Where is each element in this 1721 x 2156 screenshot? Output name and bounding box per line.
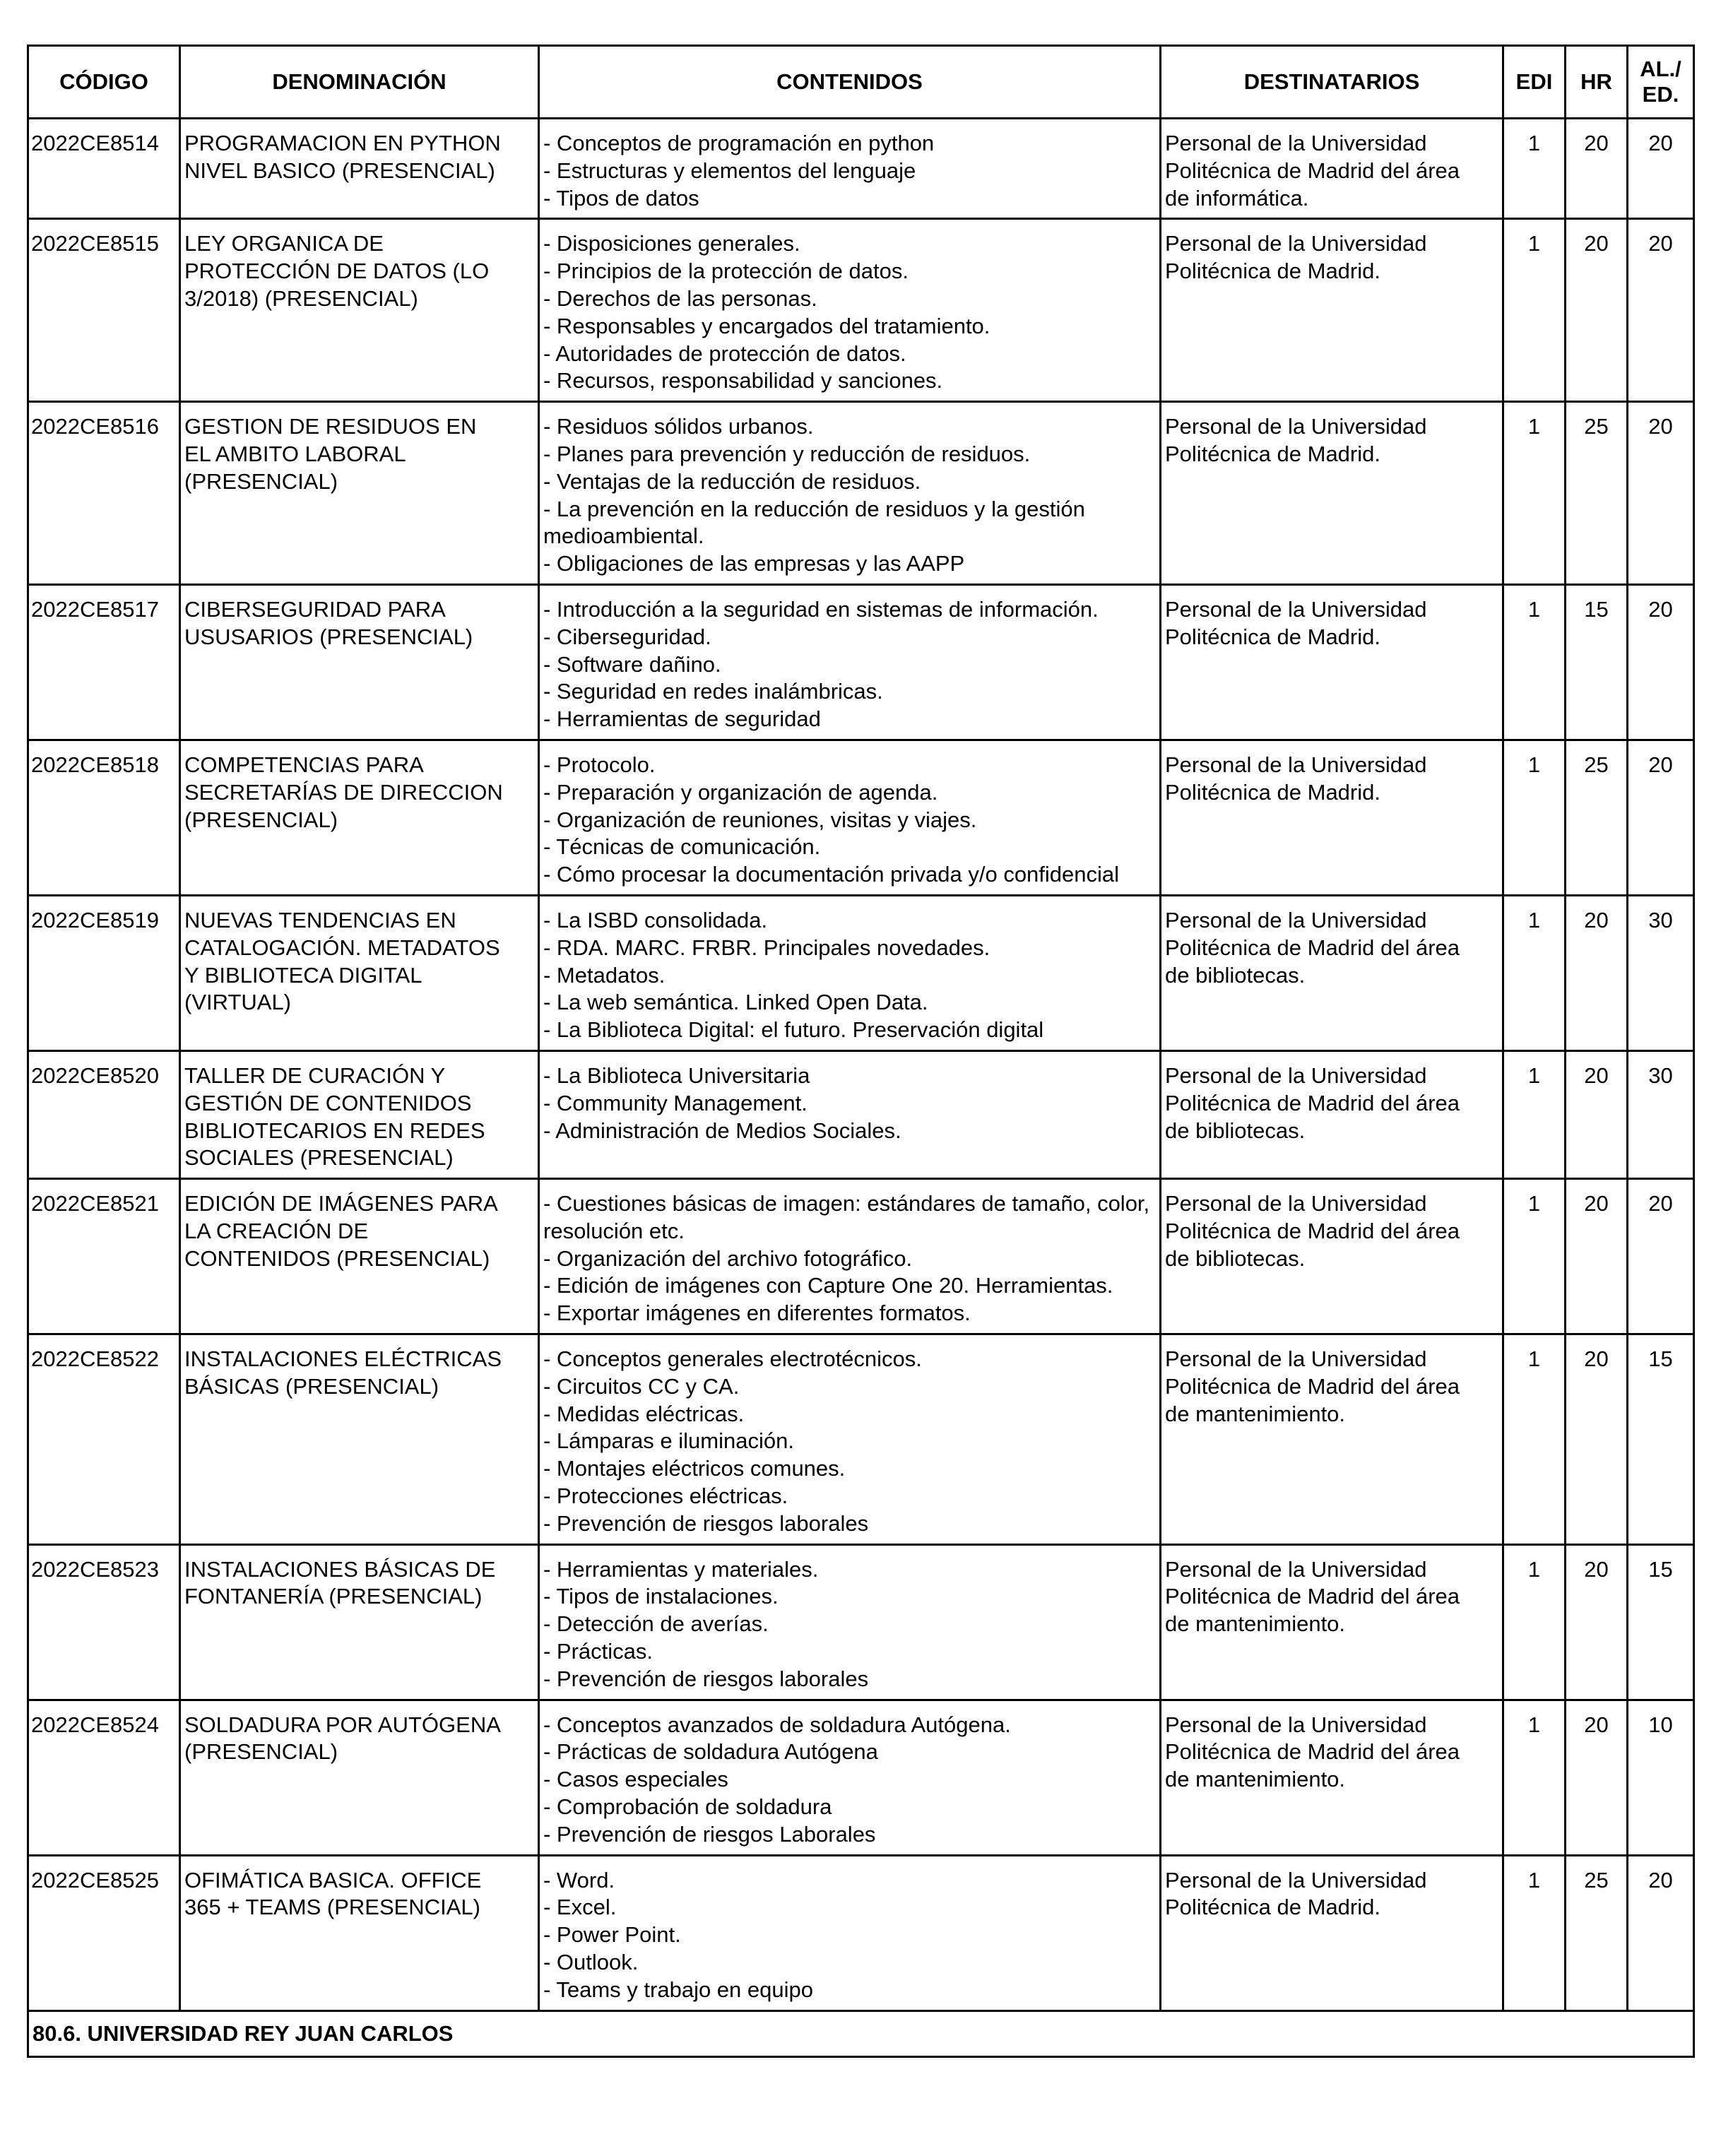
- document-page: [27, 45, 1693, 2058]
- denominacion-line: CONTENIDOS (PRESENCIAL): [184, 1245, 490, 1271]
- denominacion-line: CIBERSEGURIDAD PARA: [184, 596, 446, 622]
- denominacion-line: EDICIÓN DE IMÁGENES PARA: [184, 1191, 498, 1216]
- contenido-item: - Medidas eléctricas.: [543, 1401, 745, 1426]
- contenido-item: - Conceptos de programación en python: [543, 131, 935, 155]
- contenido-item: - Montajes eléctricos comunes.: [543, 1456, 846, 1481]
- denominacion-line: OFIMÁTICA BASICA. OFFICE: [184, 1867, 482, 1893]
- cell-denominacion: [180, 584, 539, 740]
- table-row: [28, 895, 1694, 1050]
- contenido-item: - Prevención de riesgos laborales: [543, 1666, 869, 1691]
- cell-codigo: 2022CE8515: [28, 219, 180, 402]
- contenido-item: - Residuos sólidos urbanos.: [543, 414, 814, 439]
- cell-hr: 25: [1566, 1855, 1628, 2010]
- contenido-item: - Community Management.: [543, 1090, 808, 1115]
- cell-destinatarios: [1161, 895, 1503, 1050]
- contenido-item: - Cómo procesar la documentación privada y/o confidencial: [543, 862, 1120, 887]
- destinatarios-line: de bibliotecas.: [1165, 962, 1306, 988]
- cell-denominacion: [180, 1700, 539, 1855]
- contenido-item: - La ISBD consolidada.: [543, 907, 768, 932]
- cell-al: 30: [1628, 895, 1694, 1050]
- cell-destinatarios: [1161, 584, 1503, 740]
- destinatarios-line: Politécnica de Madrid del área: [1165, 1373, 1460, 1399]
- denominacion-line: INSTALACIONES ELÉCTRICAS: [184, 1346, 502, 1372]
- cell-hr: 20: [1566, 119, 1628, 219]
- destinatarios-line: Personal de la Universidad: [1165, 1867, 1427, 1893]
- cell-al: 15: [1628, 1334, 1694, 1545]
- table-row: [28, 1050, 1694, 1178]
- contenido-item: - Seguridad en redes inalámbricas.: [543, 679, 883, 704]
- cell-edi: 1: [1503, 1050, 1566, 1178]
- cell-hr: 25: [1566, 402, 1628, 585]
- denominacion-line: NUEVAS TENDENCIAS EN: [184, 907, 456, 932]
- destinatarios-line: de mantenimiento.: [1165, 1401, 1346, 1426]
- contenido-item: - Power Point.: [543, 1922, 681, 1948]
- cell-destinatarios: [1161, 402, 1503, 585]
- contenido-item: - Outlook.: [543, 1950, 639, 1975]
- destinatarios-line: Politécnica de Madrid del área: [1165, 1584, 1460, 1609]
- cell-codigo: 2022CE8516: [28, 402, 180, 585]
- destinatarios-line: Politécnica de Madrid.: [1165, 1895, 1380, 1920]
- cell-destinatarios: [1161, 1179, 1503, 1334]
- cell-edi: 1: [1503, 740, 1566, 895]
- destinatarios-line: Personal de la Universidad: [1165, 596, 1427, 622]
- contenido-item: - Principios de la protección de datos.: [543, 259, 909, 284]
- contenido-item: - Lámparas e iluminación.: [543, 1428, 794, 1454]
- contenido-item: - Exportar imágenes en diferentes formatos.: [543, 1301, 971, 1326]
- denominacion-line: TALLER DE CURACIÓN Y: [184, 1062, 446, 1088]
- cell-denominacion: [180, 895, 539, 1050]
- table-row: [28, 1544, 1694, 1700]
- destinatarios-line: de bibliotecas.: [1165, 1245, 1306, 1271]
- table-body: [28, 119, 1694, 2011]
- destinatarios-line: Personal de la Universidad: [1165, 907, 1427, 932]
- denominacion-line: NIVEL BASICO (PRESENCIAL): [184, 158, 495, 183]
- cell-contenidos: [539, 1544, 1161, 1700]
- denominacion-line: LA CREACIÓN DE: [184, 1218, 369, 1243]
- cell-destinatarios: [1161, 1050, 1503, 1178]
- header-row: [28, 46, 1694, 119]
- cell-contenidos: [539, 584, 1161, 740]
- contenido-item: - Cuestiones básicas de imagen: estándares de tamaño, color, resolución etc.: [543, 1191, 1150, 1243]
- cell-edi: 1: [1503, 1334, 1566, 1545]
- denominacion-line: SOCIALES (PRESENCIAL): [184, 1145, 454, 1171]
- cell-edi: 1: [1503, 219, 1566, 402]
- cell-edi: 1: [1503, 895, 1566, 1050]
- cell-codigo: 2022CE8521: [28, 1179, 180, 1334]
- cell-contenidos: [539, 1700, 1161, 1855]
- cell-destinatarios: [1161, 1334, 1503, 1545]
- denominacion-line: USUSARIOS (PRESENCIAL): [184, 624, 473, 649]
- denominacion-line: CATALOGACIÓN. METADATOS: [184, 935, 500, 960]
- contenido-item: - Conceptos generales electrotécnicos.: [543, 1346, 922, 1372]
- header-contenidos: CONTENIDOS: [539, 46, 1161, 119]
- cell-destinatarios: [1161, 219, 1503, 402]
- denominacion-line: FONTANERÍA (PRESENCIAL): [184, 1584, 483, 1609]
- cell-al: 30: [1628, 1050, 1694, 1178]
- cell-contenidos: [539, 1334, 1161, 1545]
- cell-destinatarios: [1161, 740, 1503, 895]
- contenido-item: - Ventajas de la reducción de residuos.: [543, 468, 921, 494]
- contenido-item: - Casos especiales: [543, 1767, 728, 1792]
- denominacion-line: GESTIÓN DE CONTENIDOS: [184, 1090, 472, 1115]
- contenido-item: - Recursos, responsabilidad y sanciones.: [543, 368, 943, 393]
- contenido-item: - Prevención de riesgos Laborales: [543, 1821, 876, 1847]
- cell-al: 20: [1628, 584, 1694, 740]
- denominacion-line: COMPETENCIAS PARA: [184, 752, 424, 777]
- cell-denominacion: [180, 402, 539, 585]
- cell-contenidos: [539, 740, 1161, 895]
- cell-contenidos: [539, 895, 1161, 1050]
- contenido-item: - Protocolo.: [543, 752, 656, 777]
- contenido-item: - Metadatos.: [543, 962, 666, 988]
- cell-al: 15: [1628, 1544, 1694, 1700]
- denominacion-line: PROGRAMACION EN PYTHON: [184, 131, 501, 155]
- denominacion-line: 3/2018) (PRESENCIAL): [184, 285, 418, 311]
- denominacion-line: LEY ORGANICA DE: [184, 231, 384, 256]
- table-row: [28, 402, 1694, 585]
- cell-codigo: 2022CE8524: [28, 1700, 180, 1855]
- contenido-item: - Protecciones eléctricas.: [543, 1483, 788, 1509]
- destinatarios-line: Politécnica de Madrid del área: [1165, 1090, 1460, 1115]
- destinatarios-line: Personal de la Universidad: [1165, 131, 1427, 155]
- destinatarios-line: Personal de la Universidad: [1165, 414, 1427, 439]
- contenido-item: - Disposiciones generales.: [543, 231, 800, 256]
- contenido-item: - Detección de averías.: [543, 1611, 769, 1637]
- cell-denominacion: [180, 1334, 539, 1545]
- cell-al: 20: [1628, 219, 1694, 402]
- denominacion-line: SECRETARÍAS DE DIRECCION: [184, 779, 503, 805]
- cell-contenidos: [539, 119, 1161, 219]
- table-row: [28, 1855, 1694, 2010]
- table-header: [28, 46, 1694, 119]
- destinatarios-line: Personal de la Universidad: [1165, 231, 1427, 256]
- contenido-item: - Excel.: [543, 1895, 617, 1920]
- cell-codigo: 2022CE8518: [28, 740, 180, 895]
- contenido-item: - Organización de reuniones, visitas y viajes.: [543, 807, 977, 832]
- destinatarios-line: Politécnica de Madrid.: [1165, 779, 1380, 805]
- contenido-item: - Herramientas y materiales.: [543, 1556, 819, 1582]
- contenido-item: - La Biblioteca Universitaria: [543, 1062, 810, 1088]
- destinatarios-line: Politécnica de Madrid.: [1165, 624, 1380, 649]
- denominacion-line: PROTECCIÓN DE DATOS (LO: [184, 259, 490, 284]
- table-row: [28, 1179, 1694, 1334]
- section-title: 80.6. UNIVERSIDAD REY JUAN CARLOS: [28, 2010, 1694, 2057]
- contenido-item: - La prevención en la reducción de residuos y la gestión medioambiental.: [543, 496, 1085, 549]
- header-hr: HR: [1566, 46, 1628, 119]
- contenido-item: - Planes para prevención y reducción de residuos.: [543, 441, 1031, 466]
- cell-hr: 20: [1566, 1544, 1628, 1700]
- cell-edi: 1: [1503, 402, 1566, 585]
- denominacion-line: EL AMBITO LABORAL: [184, 441, 406, 466]
- cell-denominacion: [180, 1050, 539, 1178]
- denominacion-line: SOLDADURA POR AUTÓGENA: [184, 1712, 501, 1737]
- destinatarios-line: Politécnica de Madrid del área: [1165, 158, 1460, 183]
- cell-al: 20: [1628, 402, 1694, 585]
- cell-hr: 25: [1566, 740, 1628, 895]
- destinatarios-line: de mantenimiento.: [1165, 1767, 1346, 1792]
- destinatarios-line: de mantenimiento.: [1165, 1611, 1346, 1637]
- contenido-item: - La Biblioteca Digital: el futuro. Preservación digital: [543, 1017, 1044, 1043]
- table-footer: [28, 2010, 1694, 2057]
- cell-al: 20: [1628, 1179, 1694, 1334]
- cell-codigo: 2022CE8522: [28, 1334, 180, 1545]
- contenido-item: - Introducción a la seguridad en sistemas de información.: [543, 596, 1099, 622]
- contenido-item: - Derechos de las personas.: [543, 285, 817, 311]
- contenido-item: - Responsables y encargados del tratamiento.: [543, 313, 990, 338]
- destinatarios-line: Politécnica de Madrid.: [1165, 259, 1380, 284]
- contenido-item: - Administración de Medios Sociales.: [543, 1118, 901, 1143]
- denominacion-line: BIBLIOTECARIOS EN REDES: [184, 1118, 485, 1143]
- cell-destinatarios: [1161, 1700, 1503, 1855]
- cell-denominacion: [180, 219, 539, 402]
- destinatarios-line: Personal de la Universidad: [1165, 752, 1427, 777]
- cell-codigo: 2022CE8523: [28, 1544, 180, 1700]
- section-row: [28, 2010, 1694, 2057]
- cell-hr: 15: [1566, 584, 1628, 740]
- cell-edi: 1: [1503, 119, 1566, 219]
- header-al-ed-line2: ED.: [1642, 82, 1679, 107]
- denominacion-line: INSTALACIONES BÁSICAS DE: [184, 1556, 496, 1582]
- destinatarios-line: de informática.: [1165, 185, 1309, 211]
- cell-edi: 1: [1503, 584, 1566, 740]
- denominacion-line: (VIRTUAL): [184, 990, 292, 1015]
- denominacion-line: BÁSICAS (PRESENCIAL): [184, 1373, 439, 1399]
- denominacion-line: (PRESENCIAL): [184, 807, 338, 832]
- destinatarios-line: Politécnica de Madrid del área: [1165, 935, 1460, 960]
- table-row: [28, 119, 1694, 219]
- cell-contenidos: [539, 1050, 1161, 1178]
- destinatarios-line: Personal de la Universidad: [1165, 1062, 1427, 1088]
- destinatarios-line: Personal de la Universidad: [1165, 1191, 1427, 1216]
- destinatarios-line: Personal de la Universidad: [1165, 1712, 1427, 1737]
- cell-destinatarios: [1161, 119, 1503, 219]
- contenido-item: - Teams y trabajo en equipo: [543, 1977, 813, 2002]
- header-al-ed-line1: AL./: [1640, 57, 1681, 81]
- denominacion-line: GESTION DE RESIDUOS EN: [184, 414, 477, 439]
- cell-denominacion: [180, 1179, 539, 1334]
- cell-denominacion: [180, 119, 539, 219]
- header-destinatarios: DESTINATARIOS: [1161, 46, 1503, 119]
- cell-contenidos: [539, 1179, 1161, 1334]
- destinatarios-line: Politécnica de Madrid.: [1165, 441, 1380, 466]
- table-row: [28, 584, 1694, 740]
- contenido-item: - Autoridades de protección de datos.: [543, 340, 906, 366]
- table-row: [28, 740, 1694, 895]
- contenido-item: - Circuitos CC y CA.: [543, 1373, 740, 1399]
- contenido-item: - Herramientas de seguridad: [543, 706, 821, 732]
- contenido-item: - Edición de imágenes con Capture One 20. Herramientas.: [543, 1273, 1113, 1298]
- destinatarios-line: Personal de la Universidad: [1165, 1346, 1427, 1372]
- cell-destinatarios: [1161, 1855, 1503, 2010]
- contenido-item: - La web semántica. Linked Open Data.: [543, 990, 928, 1015]
- cell-edi: 1: [1503, 1855, 1566, 2010]
- cell-denominacion: [180, 1855, 539, 2010]
- table-row: [28, 1334, 1694, 1545]
- contenido-item: - Ciberseguridad.: [543, 624, 711, 649]
- cell-edi: 1: [1503, 1179, 1566, 1334]
- cell-al: 20: [1628, 740, 1694, 895]
- cell-destinatarios: [1161, 1544, 1503, 1700]
- destinatarios-line: Politécnica de Madrid del área: [1165, 1739, 1460, 1765]
- contenido-item: - Prácticas de soldadura Autógena: [543, 1739, 878, 1765]
- cell-al: 10: [1628, 1700, 1694, 1855]
- contenido-item: - Word.: [543, 1867, 615, 1893]
- header-denominacion: DENOMINACIÓN: [180, 46, 539, 119]
- denominacion-line: (PRESENCIAL): [184, 468, 338, 494]
- cell-codigo: 2022CE8519: [28, 895, 180, 1050]
- contenido-item: - Software dañino.: [543, 651, 721, 677]
- contenido-item: - Preparación y organización de agenda.: [543, 779, 938, 805]
- denominacion-line: 365 + TEAMS (PRESENCIAL): [184, 1895, 480, 1920]
- contenido-item: - Prevención de riesgos laborales: [543, 1510, 869, 1536]
- cell-al: 20: [1628, 119, 1694, 219]
- cell-hr: 20: [1566, 1700, 1628, 1855]
- cell-hr: 20: [1566, 1050, 1628, 1178]
- cell-hr: 20: [1566, 895, 1628, 1050]
- courses-table: [27, 45, 1695, 2058]
- contenido-item: - Conceptos avanzados de soldadura Autógena.: [543, 1712, 1011, 1737]
- contenido-item: - Prácticas.: [543, 1639, 653, 1664]
- cell-al: 20: [1628, 1855, 1694, 2010]
- contenido-item: - Técnicas de comunicación.: [543, 834, 821, 860]
- denominacion-line: (PRESENCIAL): [184, 1739, 338, 1765]
- cell-codigo: 2022CE8517: [28, 584, 180, 740]
- contenido-item: - Tipos de instalaciones.: [543, 1584, 779, 1609]
- cell-contenidos: [539, 402, 1161, 585]
- cell-codigo: 2022CE8520: [28, 1050, 180, 1178]
- destinatarios-line: de bibliotecas.: [1165, 1118, 1306, 1143]
- contenido-item: - Comprobación de soldadura: [543, 1794, 832, 1820]
- table-row: [28, 1700, 1694, 1855]
- cell-hr: 20: [1566, 219, 1628, 402]
- contenido-item: - Organización del archivo fotográfico.: [543, 1245, 913, 1271]
- cell-contenidos: [539, 219, 1161, 402]
- contenido-item: - Obligaciones de las empresas y las AAPP: [543, 551, 965, 576]
- cell-codigo: 2022CE8525: [28, 1855, 180, 2010]
- contenido-item: - Tipos de datos: [543, 185, 699, 211]
- cell-hr: 20: [1566, 1334, 1628, 1545]
- header-al-ed: [1628, 46, 1694, 119]
- cell-contenidos: [539, 1855, 1161, 2010]
- table-row: [28, 219, 1694, 402]
- contenido-item: - RDA. MARC. FRBR. Principales novedades.: [543, 935, 990, 960]
- header-edi: EDI: [1503, 46, 1566, 119]
- destinatarios-line: Personal de la Universidad: [1165, 1556, 1427, 1582]
- cell-denominacion: [180, 1544, 539, 1700]
- contenido-item: - Estructuras y elementos del lenguaje: [543, 158, 916, 183]
- cell-edi: 1: [1503, 1544, 1566, 1700]
- cell-edi: 1: [1503, 1700, 1566, 1855]
- cell-denominacion: [180, 740, 539, 895]
- cell-codigo: 2022CE8514: [28, 119, 180, 219]
- destinatarios-line: Politécnica de Madrid del área: [1165, 1218, 1460, 1243]
- cell-hr: 20: [1566, 1179, 1628, 1334]
- header-codigo: CÓDIGO: [28, 46, 180, 119]
- denominacion-line: Y BIBLIOTECA DIGITAL: [184, 962, 422, 988]
